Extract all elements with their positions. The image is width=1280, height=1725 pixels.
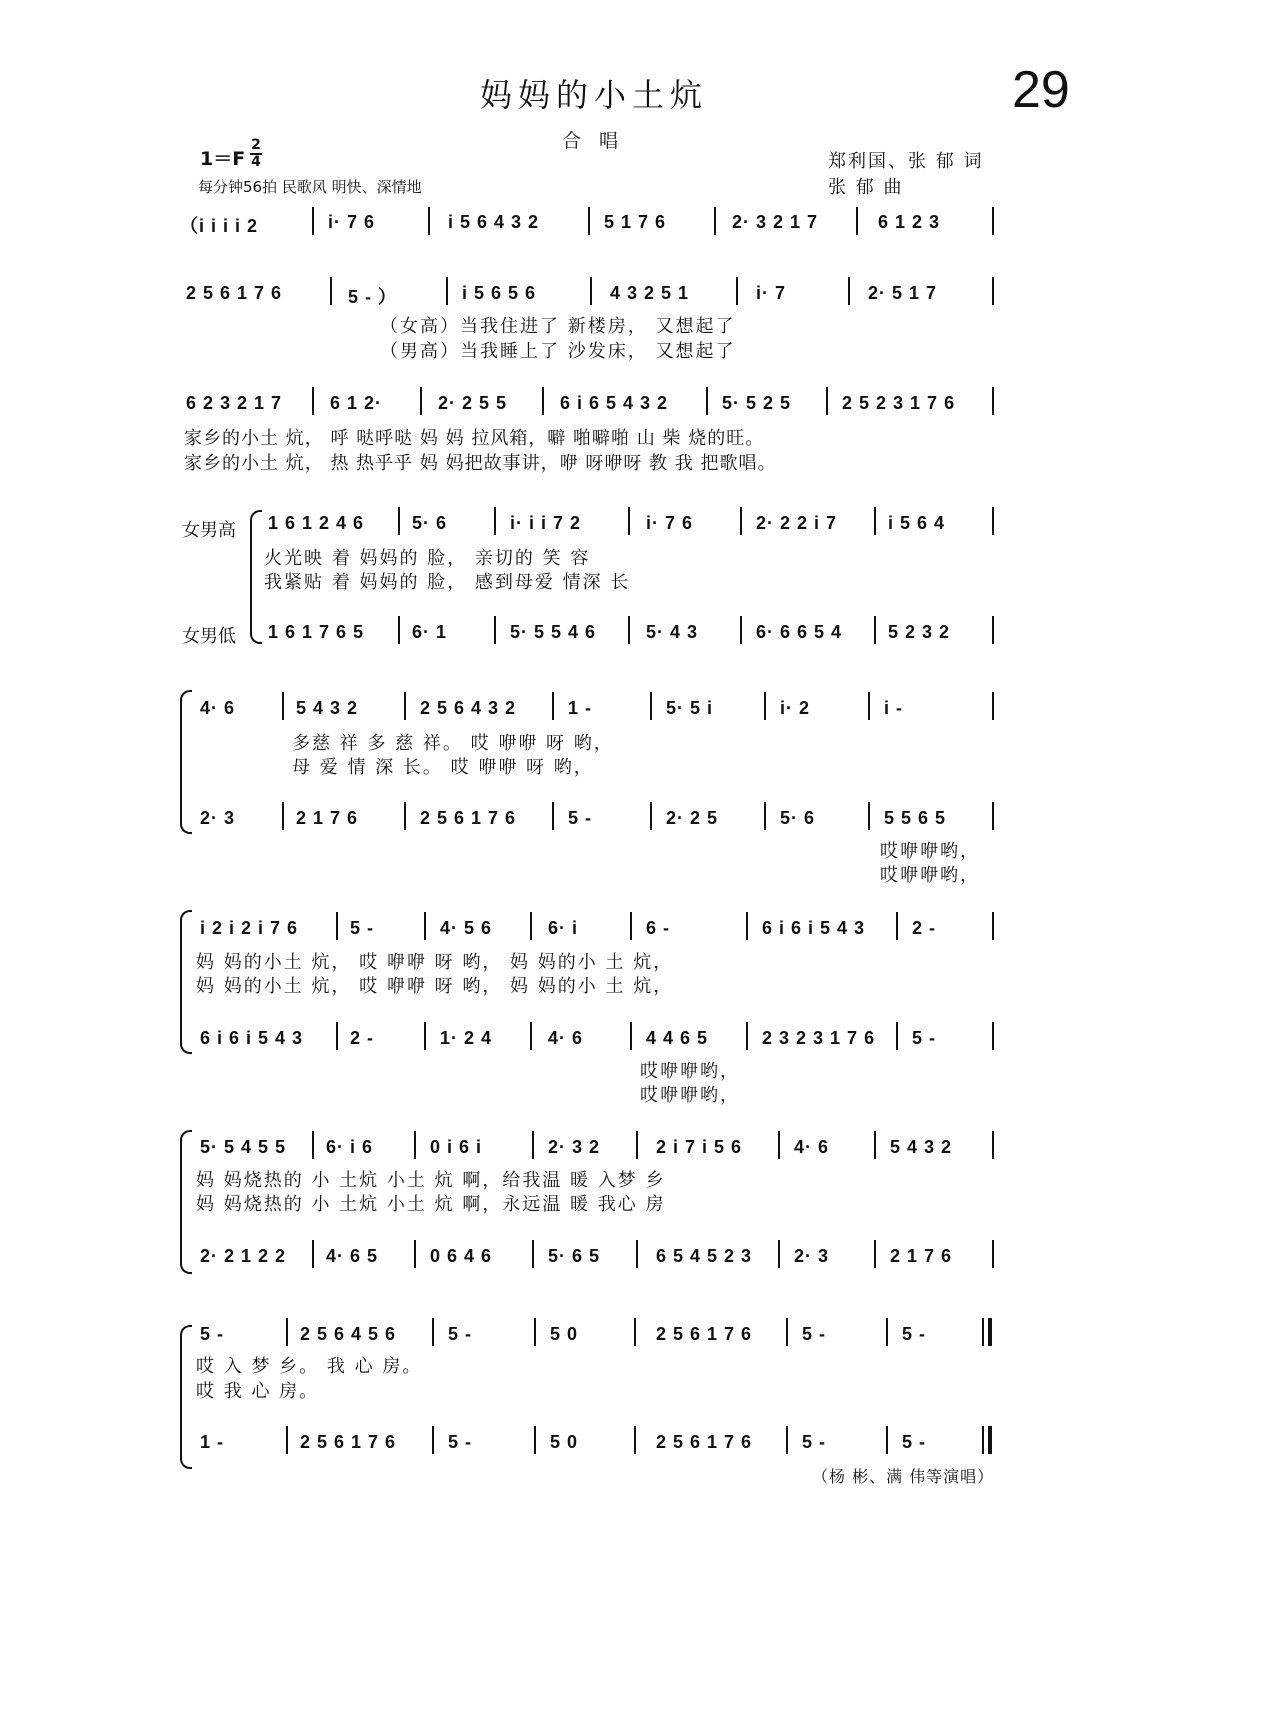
barline bbox=[874, 616, 876, 644]
barline bbox=[896, 912, 898, 940]
barline bbox=[634, 1426, 636, 1454]
measure-notes: 2 5 6 1 7 6 bbox=[656, 1324, 753, 1344]
measure-notes: 2 1 7 6 bbox=[296, 808, 359, 828]
barline bbox=[312, 1240, 314, 1268]
measure-notes: i· 7 6 bbox=[328, 212, 376, 232]
measure-notes: 0 6 4 6 bbox=[430, 1246, 493, 1266]
measure-notes: 5· 5 i bbox=[666, 698, 714, 718]
lyric-line: 哎咿咿哟， bbox=[640, 1061, 740, 1082]
measure-notes: 6 i 6 i 5 4 3 bbox=[200, 1028, 304, 1048]
measure-notes: 6 1 2· bbox=[330, 393, 383, 413]
time-signature bbox=[250, 138, 262, 170]
measure-notes: 4· 6 bbox=[548, 1028, 584, 1048]
barline bbox=[786, 1426, 788, 1454]
barline bbox=[856, 207, 858, 235]
barline bbox=[398, 616, 400, 644]
barline bbox=[534, 1318, 536, 1346]
barline bbox=[778, 1240, 780, 1268]
barline bbox=[424, 1022, 426, 1050]
measure-notes: i 5 6 4 bbox=[888, 513, 946, 533]
measure-notes: 5 5 6 5 bbox=[884, 808, 947, 828]
barline bbox=[868, 692, 870, 720]
lyric-line: 火光映 着 妈妈的 脸， 亲切的 笑 容 bbox=[264, 548, 591, 569]
measure-notes: 0 i 6 i bbox=[430, 1137, 483, 1157]
lyric-line: 妈 妈烧热的 小 土炕 小土 炕 啊，给我温 暖 入梦 乡 bbox=[196, 1170, 666, 1191]
measure-notes: i· 7 bbox=[756, 283, 787, 303]
barline bbox=[764, 802, 766, 830]
measure-notes: 2 5 6 4 3 2 bbox=[420, 698, 517, 718]
measure-notes: i· i i 7 2 bbox=[510, 513, 582, 533]
barline bbox=[992, 1022, 994, 1050]
lyric-line: 妈 妈烧热的 小 土炕 小土 炕 啊，永远温 暖 我心 房 bbox=[196, 1194, 666, 1215]
barline bbox=[746, 1022, 748, 1050]
measure-notes: 4 3 2 5 1 bbox=[610, 283, 690, 303]
barline bbox=[630, 912, 632, 940]
barline bbox=[992, 1240, 994, 1268]
measure-notes: 2 5 6 4 5 6 bbox=[300, 1324, 397, 1344]
barline bbox=[446, 277, 448, 305]
measure-notes: 1 6 1 2 4 6 bbox=[268, 513, 365, 533]
measure-notes: 5 0 bbox=[550, 1324, 579, 1344]
barline bbox=[398, 507, 400, 535]
song-title: 妈妈的小土炕 bbox=[480, 76, 709, 114]
system-brace bbox=[180, 1130, 192, 1274]
measure-notes: 5· 6 bbox=[412, 513, 448, 533]
barline bbox=[982, 1318, 984, 1346]
measure-notes: 5 - bbox=[350, 918, 375, 938]
measure-notes: 2 3 2 3 1 7 6 bbox=[762, 1028, 876, 1048]
lyric-line: 哎咿咿哟， bbox=[880, 865, 980, 886]
composer-credit: 张 郁 曲 bbox=[828, 177, 904, 198]
barline bbox=[588, 207, 590, 235]
barline bbox=[992, 207, 994, 235]
barline bbox=[494, 507, 496, 535]
measure-notes: 4· 6 bbox=[200, 698, 236, 718]
barline bbox=[630, 1022, 632, 1050]
measure-notes: 2· 3 2 1 7 bbox=[732, 212, 819, 232]
measure-notes: i 5 6 4 3 2 bbox=[448, 212, 540, 232]
barline bbox=[636, 1131, 638, 1159]
barline bbox=[786, 1318, 788, 1346]
barline bbox=[286, 1318, 288, 1346]
measure-notes: 5 1 7 6 bbox=[604, 212, 667, 232]
barline bbox=[628, 616, 630, 644]
time-sig-bottom: 4 bbox=[251, 154, 261, 170]
lyric-line: 我紧贴 着 妈妈的 脸， 感到母爱 情深 长 bbox=[264, 572, 631, 593]
barline bbox=[404, 692, 406, 720]
barline bbox=[414, 1240, 416, 1268]
barline bbox=[874, 507, 876, 535]
barline bbox=[494, 616, 496, 644]
key-signature: 1＝F bbox=[200, 148, 246, 170]
measure-notes: 6· 1 bbox=[412, 622, 448, 642]
barline bbox=[552, 802, 554, 830]
measure-notes: 2· 2 5 5 bbox=[438, 393, 508, 413]
lyric-line: 家乡的小土 炕， 热 热乎乎 妈 妈把故事讲，咿 呀咿呀 教 我 把歌唱。 bbox=[184, 453, 777, 474]
lyric-line: 母 爱 情 深 长。 哎 咿咿 呀 哟， bbox=[292, 757, 594, 778]
measure-notes: 6 i 6 i 5 4 3 bbox=[762, 918, 866, 938]
barline bbox=[650, 692, 652, 720]
measure-notes: 5 - bbox=[902, 1324, 927, 1344]
barline bbox=[634, 1318, 636, 1346]
barline bbox=[736, 277, 738, 305]
lyricist-credit: 郑利国、张 郁 词 bbox=[828, 151, 984, 172]
lyric-line: （女高）当我住进了 新楼房， 又想起了 bbox=[380, 316, 736, 337]
system-brace bbox=[180, 910, 192, 1054]
measure-notes: 2· 3 bbox=[794, 1246, 830, 1266]
lyric-line: 哎 入 梦 乡。 我 心 房。 bbox=[196, 1356, 423, 1377]
measure-notes: 5 0 bbox=[550, 1432, 579, 1452]
barline bbox=[740, 507, 742, 535]
measure-notes: 1 - bbox=[568, 698, 593, 718]
barline bbox=[532, 1131, 534, 1159]
barline bbox=[282, 802, 284, 830]
final-barline bbox=[988, 1426, 992, 1454]
barline bbox=[330, 277, 332, 305]
measure-notes: 1 - bbox=[200, 1432, 225, 1452]
barline bbox=[992, 507, 994, 535]
lyric-line: 哎 我 心 房。 bbox=[196, 1381, 320, 1402]
barline bbox=[992, 1131, 994, 1159]
barline bbox=[532, 1240, 534, 1268]
measure-notes: 2 5 6 1 7 6 bbox=[420, 808, 517, 828]
measure-notes: 5· 4 3 bbox=[646, 622, 699, 642]
system-brace bbox=[180, 1325, 192, 1469]
measure-notes: 5· 5 5 4 6 bbox=[510, 622, 597, 642]
barline bbox=[650, 802, 652, 830]
measure-notes: 6 i 6 5 4 3 2 bbox=[560, 393, 669, 413]
barline bbox=[982, 1426, 984, 1454]
measure-notes: 5 - bbox=[448, 1324, 473, 1344]
measure-notes: 5· 6 5 bbox=[548, 1246, 601, 1266]
lyric-line: 妈 妈的小土 炕， 哎 咿咿 呀 哟， 妈 妈的小 土 炕， bbox=[196, 952, 674, 973]
lyric-line: 多慈 祥 多 慈 祥。 哎 咿咿 呀 哟， bbox=[292, 733, 614, 754]
measure-notes: 5· 5 2 5 bbox=[722, 393, 792, 413]
measure-notes: （i i i i 2 bbox=[180, 216, 259, 236]
measure-notes: 1· 2 4 bbox=[440, 1028, 493, 1048]
measure-notes: 2· 2 2 i 7 bbox=[756, 513, 838, 533]
barline bbox=[628, 507, 630, 535]
measure-notes: 2 5 6 1 7 6 bbox=[300, 1432, 397, 1452]
barline bbox=[886, 1318, 888, 1346]
lyric-line: 哎咿咿哟， bbox=[880, 841, 980, 862]
measure-notes: 4· 5 6 bbox=[440, 918, 493, 938]
barline bbox=[428, 207, 430, 235]
measure-notes: 1 6 1 7 6 5 bbox=[268, 622, 365, 642]
measure-notes: 5 - bbox=[802, 1324, 827, 1344]
barline bbox=[312, 387, 314, 415]
lyric-line: 妈 妈的小土 炕， 哎 咿咿 呀 哟， 妈 妈的小 土 炕， bbox=[196, 976, 674, 997]
barline bbox=[886, 1426, 888, 1454]
measure-notes: 5 4 3 2 bbox=[890, 1137, 953, 1157]
barline bbox=[424, 912, 426, 940]
measure-notes: 2 - bbox=[912, 918, 937, 938]
barline bbox=[312, 1131, 314, 1159]
measure-notes: 4· 6 5 bbox=[326, 1246, 379, 1266]
system-brace bbox=[180, 690, 192, 834]
barline bbox=[778, 1131, 780, 1159]
measure-notes: 6· 6 6 5 4 bbox=[756, 622, 843, 642]
barline bbox=[992, 277, 994, 305]
barline bbox=[740, 616, 742, 644]
barline bbox=[530, 912, 532, 940]
measure-notes: 5 - bbox=[448, 1432, 473, 1452]
barline bbox=[714, 207, 716, 235]
measure-notes: 4· 6 bbox=[794, 1137, 830, 1157]
measure-notes: 6 2 3 2 1 7 bbox=[186, 393, 283, 413]
measure-notes: 2 5 6 1 7 6 bbox=[656, 1432, 753, 1452]
measure-notes: 2· 3 bbox=[200, 808, 236, 828]
measure-notes: i· 2 bbox=[780, 698, 811, 718]
measure-notes: 2 1 7 6 bbox=[890, 1246, 953, 1266]
measure-notes: i 2 i 2 i 7 6 bbox=[200, 918, 299, 938]
measure-notes: 5 - bbox=[568, 808, 593, 828]
barline bbox=[420, 387, 422, 415]
barline bbox=[590, 277, 592, 305]
lyric-line: （男高）当我睡上了 沙发床， 又想起了 bbox=[380, 341, 736, 362]
barline bbox=[826, 387, 828, 415]
barline bbox=[992, 387, 994, 415]
part-label-lower: 女男低 bbox=[182, 626, 236, 647]
barline bbox=[992, 616, 994, 644]
barline bbox=[414, 1131, 416, 1159]
measure-notes: i· 7 6 bbox=[646, 513, 694, 533]
tempo-marking: 每分钟56拍 民歌风 明快、深情地 bbox=[198, 178, 422, 196]
barline bbox=[848, 277, 850, 305]
measure-notes: 2· 2 1 2 2 bbox=[200, 1246, 287, 1266]
measure-notes: 5 4 3 2 bbox=[296, 698, 359, 718]
system-brace bbox=[250, 510, 262, 644]
barline bbox=[992, 692, 994, 720]
barline bbox=[404, 802, 406, 830]
measure-notes: 6 - bbox=[646, 918, 671, 938]
barline bbox=[312, 207, 314, 235]
barline bbox=[874, 1240, 876, 1268]
barline bbox=[286, 1426, 288, 1454]
time-sig-top: 2 bbox=[251, 137, 261, 153]
measure-notes: 5 - ） bbox=[348, 287, 398, 307]
subtitle: 合 唱 bbox=[562, 130, 625, 152]
barline bbox=[534, 1426, 536, 1454]
measure-notes: 6· i 6 bbox=[326, 1137, 374, 1157]
part-label-upper: 女男高 bbox=[182, 520, 236, 541]
measure-notes: 6 5 4 5 2 3 bbox=[656, 1246, 753, 1266]
measure-notes: 2· 5 1 7 bbox=[868, 283, 938, 303]
barline bbox=[896, 1022, 898, 1050]
final-barline bbox=[988, 1318, 992, 1346]
page-number: 29 bbox=[1012, 61, 1070, 119]
measure-notes: 5 - bbox=[912, 1028, 937, 1048]
measure-notes: 2 5 6 1 7 6 bbox=[186, 283, 283, 303]
measure-notes: 2 5 2 3 1 7 6 bbox=[842, 393, 956, 413]
measure-notes: 5 2 3 2 bbox=[888, 622, 951, 642]
measure-notes: 5· 5 4 5 5 bbox=[200, 1137, 287, 1157]
barline bbox=[868, 802, 870, 830]
measure-notes: 2· 2 5 bbox=[666, 808, 719, 828]
measure-notes: 4 4 6 5 bbox=[646, 1028, 709, 1048]
barline bbox=[706, 387, 708, 415]
lyric-line: 哎咿咿哟， bbox=[640, 1085, 740, 1106]
measure-notes: 5· 6 bbox=[780, 808, 816, 828]
measure-notes: 2 - bbox=[350, 1028, 375, 1048]
barline bbox=[336, 912, 338, 940]
barline bbox=[636, 1240, 638, 1268]
measure-notes: 5 - bbox=[902, 1432, 927, 1452]
barline bbox=[336, 1022, 338, 1050]
barline bbox=[432, 1426, 434, 1454]
barline bbox=[764, 692, 766, 720]
measure-notes: 5 - bbox=[200, 1324, 225, 1344]
measure-notes: i - bbox=[884, 698, 903, 718]
measure-notes: 2 i 7 i 5 6 bbox=[656, 1137, 743, 1157]
barline bbox=[432, 1318, 434, 1346]
barline bbox=[992, 802, 994, 830]
measure-notes: 6 1 2 3 bbox=[878, 212, 941, 232]
barline bbox=[746, 912, 748, 940]
barline bbox=[282, 692, 284, 720]
barline bbox=[874, 1131, 876, 1159]
barline bbox=[542, 387, 544, 415]
measure-notes: i 5 6 5 6 bbox=[462, 283, 537, 303]
measure-notes: 5 - bbox=[802, 1432, 827, 1452]
lyric-line: 家乡的小土 炕， 呼 哒呼哒 妈 妈 拉风箱，噼 啪噼啪 山 柴 烧的旺。 bbox=[184, 428, 765, 449]
barline bbox=[552, 692, 554, 720]
barline bbox=[992, 912, 994, 940]
barline bbox=[530, 1022, 532, 1050]
measure-notes: 6· i bbox=[548, 918, 579, 938]
performer-credit: （杨 彬、满 伟等演唱） bbox=[812, 1467, 995, 1486]
measure-notes: 2· 3 2 bbox=[548, 1137, 601, 1157]
